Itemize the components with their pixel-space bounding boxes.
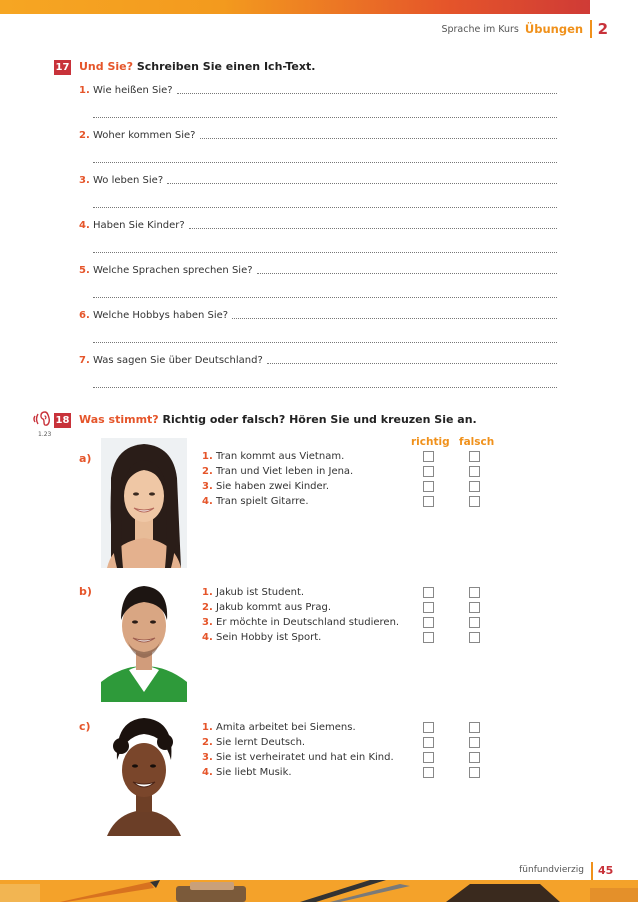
statement-row xyxy=(202,479,329,494)
answer-line-continuation[interactable] xyxy=(93,387,557,388)
photo-tran xyxy=(101,438,187,568)
exercise-17-badge: 17 xyxy=(55,62,70,73)
answer-line-continuation[interactable] xyxy=(93,342,557,343)
answer-line[interactable] xyxy=(177,93,557,94)
statement-row xyxy=(202,464,353,479)
answer-line-continuation[interactable] xyxy=(93,162,557,163)
statement-number: 1. xyxy=(202,587,213,598)
photo-jakub xyxy=(101,574,187,702)
checkbox-falsch[interactable] xyxy=(469,722,480,733)
statement-row xyxy=(202,750,394,765)
answer-line-continuation[interactable] xyxy=(93,117,557,118)
header-label: Übungen xyxy=(524,22,584,36)
top-bar-gap xyxy=(590,0,638,14)
section-b-label: b) xyxy=(79,585,92,598)
header-section: Sprache im Kurs xyxy=(441,23,519,35)
page-number: 45 xyxy=(598,864,614,877)
statement-number: 4. xyxy=(202,632,213,643)
exercise-18-title xyxy=(79,413,477,426)
question-number: 2. xyxy=(79,130,90,141)
statement-number: 2. xyxy=(202,466,213,477)
photo-amita xyxy=(101,712,187,836)
question-number: 6. xyxy=(79,310,90,321)
statement-row xyxy=(202,630,321,645)
checkbox-falsch[interactable] xyxy=(469,602,480,613)
statement-text: Sein Hobby ist Sport. xyxy=(216,632,322,643)
exercise-18-lead: Was stimmt? xyxy=(79,413,159,426)
checkbox-richtig[interactable] xyxy=(423,587,434,598)
question-row xyxy=(79,82,557,96)
statement-number: 1. xyxy=(202,451,213,462)
ear-audio-icon[interactable] xyxy=(32,410,52,432)
checkbox-richtig[interactable] xyxy=(423,722,434,733)
statement-number: 3. xyxy=(202,481,213,492)
chapter-number: 2 xyxy=(597,20,608,38)
statement-text: Jakub ist Student. xyxy=(216,587,305,598)
exercise-17-title xyxy=(79,60,315,73)
question-text: Wo leben Sie? xyxy=(93,175,164,186)
question-row xyxy=(79,172,557,186)
section-c-label: c) xyxy=(79,720,91,733)
audio-track-number: 1.23 xyxy=(38,431,52,438)
statement-text: Amita arbeitet bei Siemens. xyxy=(216,722,356,733)
question-text: Wie heißen Sie? xyxy=(93,85,173,96)
answer-line[interactable] xyxy=(189,228,557,229)
checkbox-richtig[interactable] xyxy=(423,451,434,462)
statement-number: 2. xyxy=(202,602,213,613)
question-text: Welche Sprachen sprechen Sie? xyxy=(93,265,253,276)
checkbox-falsch[interactable] xyxy=(469,451,480,462)
checkbox-richtig[interactable] xyxy=(423,602,434,613)
statement-text: Tran kommt aus Vietnam. xyxy=(216,451,345,462)
question-number: 4. xyxy=(79,220,90,231)
column-richtig: richtig xyxy=(411,436,450,448)
column-falsch: falsch xyxy=(459,436,495,448)
statement-number: 2. xyxy=(202,737,213,748)
question-row xyxy=(79,262,557,276)
answer-line[interactable] xyxy=(200,138,558,139)
statement-row xyxy=(202,735,305,750)
answer-line[interactable] xyxy=(257,273,557,274)
question-number: 5. xyxy=(79,265,90,276)
checkbox-falsch[interactable] xyxy=(469,481,480,492)
answer-line-continuation[interactable] xyxy=(93,207,557,208)
statement-text: Tran spielt Gitarre. xyxy=(216,496,309,507)
answer-line[interactable] xyxy=(232,318,557,319)
statement-row xyxy=(202,494,309,509)
checkbox-falsch[interactable] xyxy=(469,632,480,643)
question-row xyxy=(79,127,557,141)
answer-line[interactable] xyxy=(267,363,557,364)
statement-text: Sie liebt Musik. xyxy=(216,767,292,778)
checkbox-richtig[interactable] xyxy=(423,752,434,763)
answer-line-continuation[interactable] xyxy=(93,297,557,298)
question-row xyxy=(79,352,557,366)
checkbox-falsch[interactable] xyxy=(469,466,480,477)
page-number-word: fünfundvierzig xyxy=(519,865,584,875)
statement-number: 4. xyxy=(202,767,213,778)
page-header xyxy=(441,20,608,38)
statement-row xyxy=(202,720,356,735)
checkbox-falsch[interactable] xyxy=(469,737,480,748)
statement-row xyxy=(202,585,304,600)
question-number: 7. xyxy=(79,355,90,366)
question-number: 3. xyxy=(79,175,90,186)
question-number: 1. xyxy=(79,85,90,96)
question-row xyxy=(79,307,557,321)
checkbox-richtig[interactable] xyxy=(423,617,434,628)
statement-number: 1. xyxy=(202,722,213,733)
statement-row xyxy=(202,449,344,464)
checkbox-richtig[interactable] xyxy=(423,466,434,477)
checkbox-richtig[interactable] xyxy=(423,481,434,492)
statement-text: Sie ist verheiratet und hat ein Kind. xyxy=(216,752,394,763)
statement-row xyxy=(202,615,399,630)
exercise-18-badge: 18 xyxy=(55,415,70,426)
checkbox-richtig[interactable] xyxy=(423,632,434,643)
checkbox-falsch[interactable] xyxy=(469,767,480,778)
question-text: Was sagen Sie über Deutschland? xyxy=(93,355,263,366)
checkbox-richtig[interactable] xyxy=(423,496,434,507)
checkbox-falsch[interactable] xyxy=(469,587,480,598)
footer-divider xyxy=(591,862,593,880)
question-text: Woher kommen Sie? xyxy=(93,130,196,141)
checkbox-richtig[interactable] xyxy=(423,737,434,748)
statement-text: Er möchte in Deutschland studieren. xyxy=(216,617,400,628)
checkbox-falsch[interactable] xyxy=(469,752,480,763)
statement-number: 4. xyxy=(202,496,213,507)
answer-line[interactable] xyxy=(167,183,557,184)
statement-text: Jakub kommt aus Prag. xyxy=(216,602,332,613)
exercise-18-instruction: Richtig oder falsch? Hören Sie und kreuzen Sie an. xyxy=(162,413,477,426)
question-row xyxy=(79,217,557,231)
statement-row xyxy=(202,600,331,615)
statement-number: 3. xyxy=(202,752,213,763)
question-text: Haben Sie Kinder? xyxy=(93,220,185,231)
exercise-17-instruction: Schreiben Sie einen Ich-Text. xyxy=(136,60,316,73)
exercise-17-lead: Und Sie? xyxy=(79,60,134,73)
top-color-bar xyxy=(0,0,638,14)
header-divider xyxy=(590,20,592,38)
statement-number: 3. xyxy=(202,617,213,628)
checkbox-falsch[interactable] xyxy=(469,617,480,628)
footer-image-strip xyxy=(0,880,638,902)
answer-line-continuation[interactable] xyxy=(93,252,557,253)
statement-row xyxy=(202,765,292,780)
section-a-label: a) xyxy=(79,452,92,465)
statement-text: Sie haben zwei Kinder. xyxy=(216,481,330,492)
checkbox-richtig[interactable] xyxy=(423,767,434,778)
statement-text: Sie lernt Deutsch. xyxy=(216,737,306,748)
question-text: Welche Hobbys haben Sie? xyxy=(93,310,229,321)
checkbox-falsch[interactable] xyxy=(469,496,480,507)
statement-text: Tran und Viet leben in Jena. xyxy=(216,466,354,477)
